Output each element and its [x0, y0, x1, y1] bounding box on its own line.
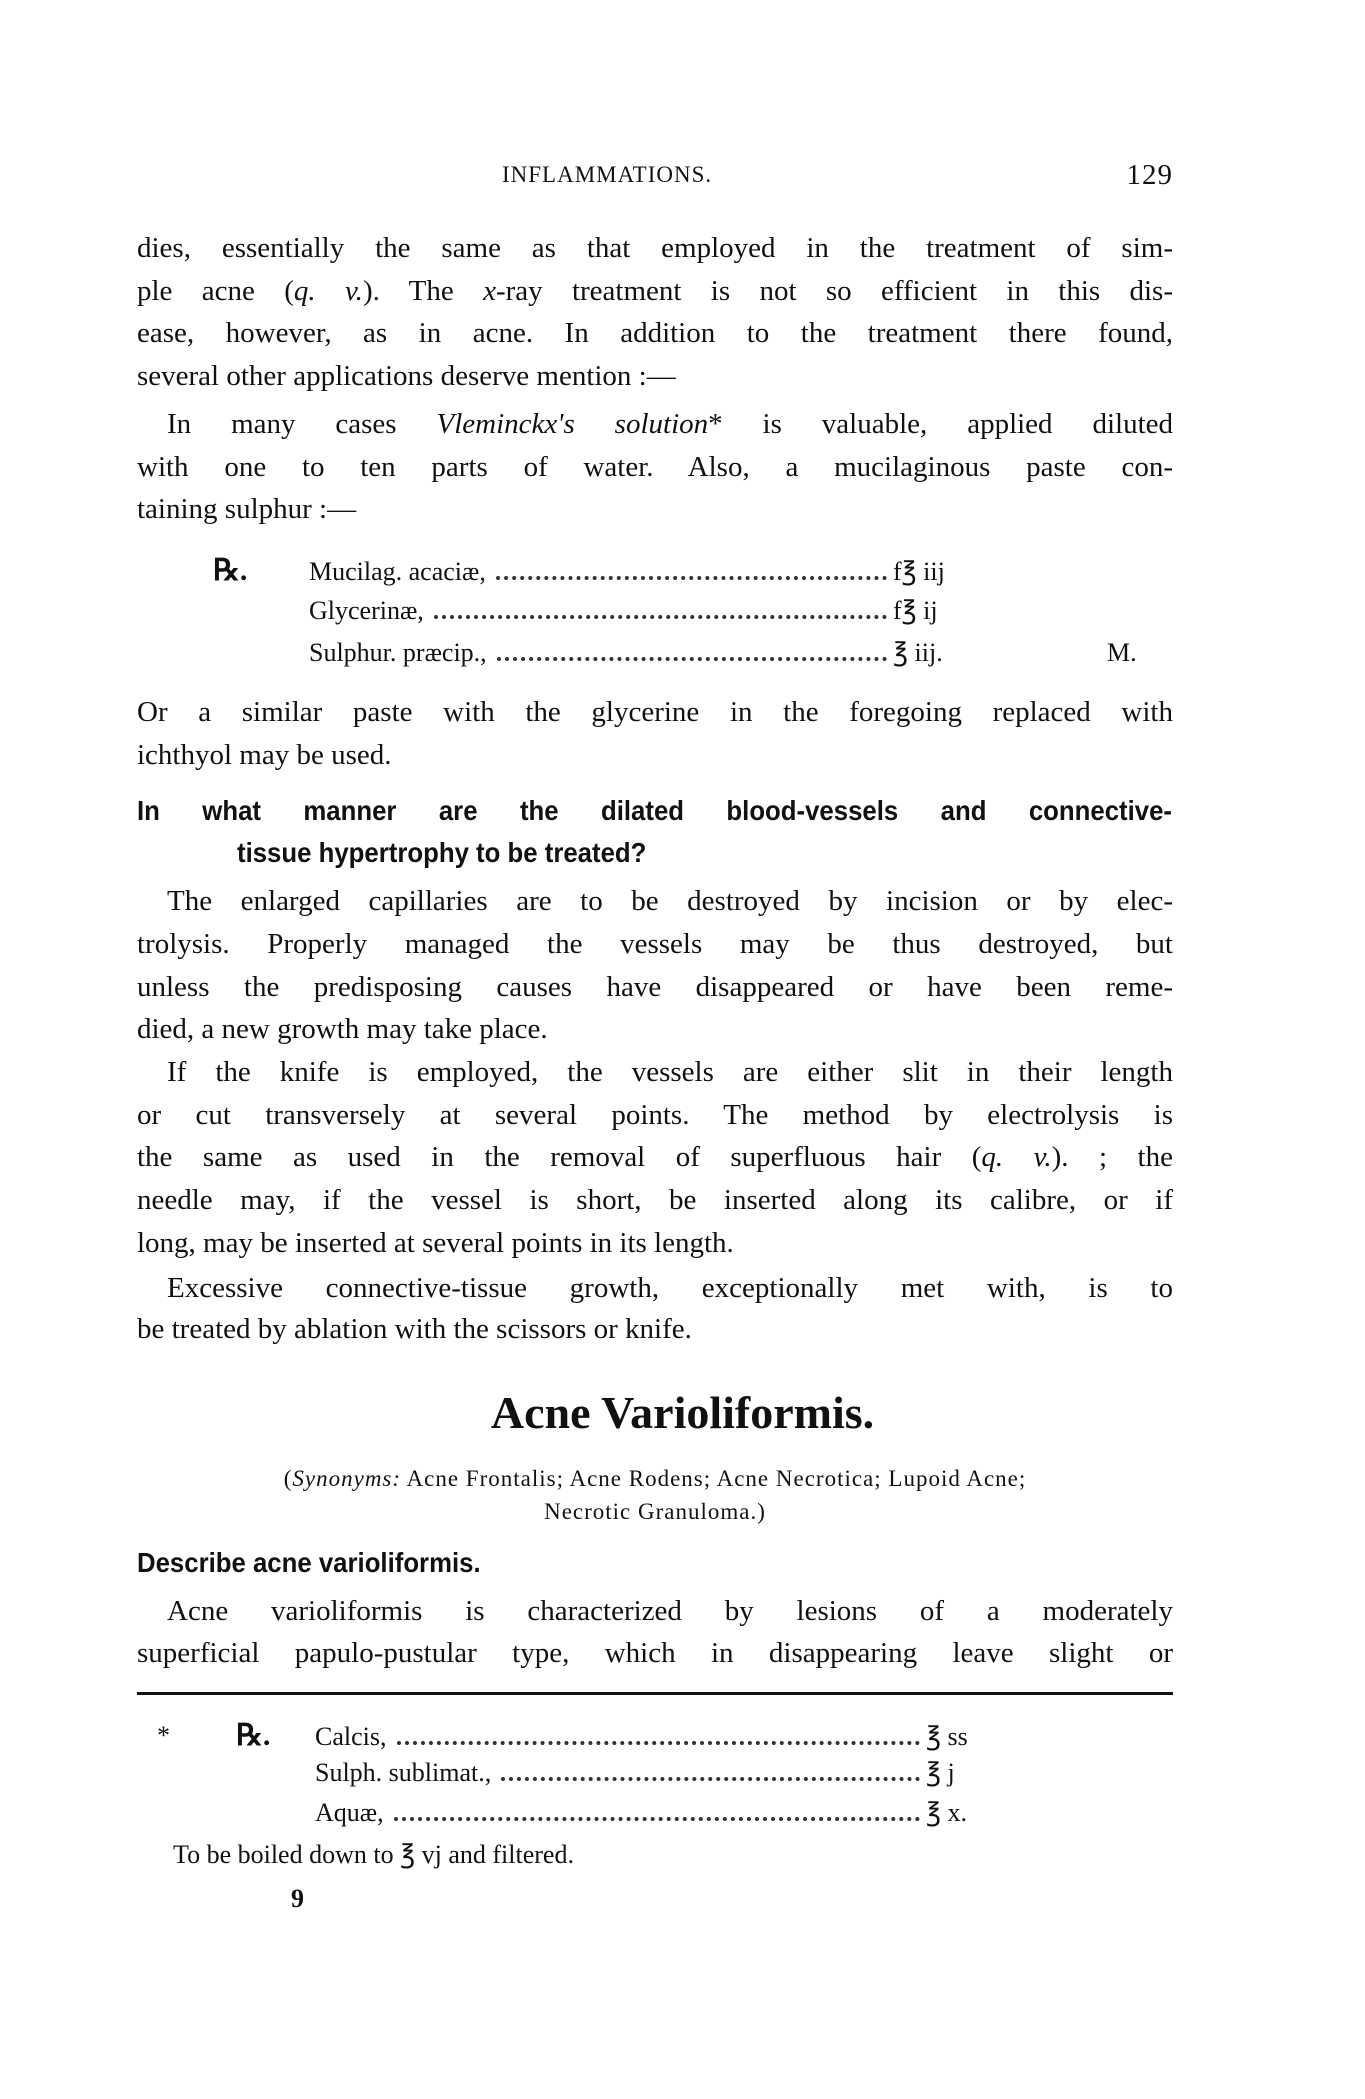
recipe-line	[309, 633, 993, 673]
recipe-item-amount: ℥ iij.	[893, 638, 943, 667]
footnote-note: To be boiled down to ℥ vj and filtered.	[173, 1840, 574, 1869]
text-line: Excessive connective-tissue growth, exceptionally met with, is to	[167, 1272, 1173, 1304]
signature-mark: 9	[291, 1884, 304, 1913]
question-heading: tissue hypertrophy to be treated?	[237, 837, 647, 868]
synonyms-line: Necrotic Granuloma.)	[544, 1499, 766, 1524]
text: * is valuable, applied diluted	[708, 408, 1173, 440]
text-line: ichthyol may be used.	[137, 739, 392, 771]
recipe-mix: M.	[1107, 638, 1137, 667]
text-line: taining sulphur :—	[137, 493, 357, 525]
text-line: several other applications deserve mention :—	[137, 360, 676, 392]
running-title: INFLAMMATIONS.	[502, 162, 713, 187]
italic-text: q. v.	[981, 1141, 1052, 1173]
recipe-item-name: Aquæ,	[315, 1798, 384, 1827]
text: the same as used in the removal of superfluous hair (	[137, 1141, 982, 1173]
text-line: Or a similar paste with the glycerine in the foregoing replaced with	[137, 696, 1173, 728]
dot-leader	[501, 1777, 920, 1781]
question-heading: Describe acne varioliformis.	[137, 1547, 481, 1578]
text-line	[167, 404, 1173, 444]
footnote-marker: *	[157, 1721, 170, 1750]
text-line: unless the predisposing causes have disappeared or have been reme-	[137, 971, 1173, 1003]
recipe-item-amount: ℥ ss	[926, 1722, 968, 1751]
text-line: trolysis. Properly managed the vessels may be thus destroyed, but	[137, 928, 1173, 960]
recipe-item-amount: ℥ x.	[926, 1798, 968, 1827]
recipe-item-amount: f℥ ij	[893, 596, 938, 625]
recipe-item-name: Sulphur. præcip.,	[309, 638, 487, 667]
recipe-line	[309, 591, 993, 631]
text: (	[283, 1466, 293, 1491]
footnote-recipe-line	[315, 1753, 996, 1793]
text-line: Acne varioliformis is characterized by lesions of a moderately	[167, 1595, 1173, 1627]
recipe-item-name: Calcis,	[315, 1722, 387, 1751]
dot-leader	[496, 576, 887, 580]
text-line: died, a new growth may take place.	[137, 1013, 548, 1045]
dot-leader	[397, 1741, 921, 1745]
text-line: ease, however, as in acne. In addition to the treatment there found,	[137, 317, 1173, 349]
synonyms-line	[137, 1462, 1173, 1496]
recipe-symbol: ℞.	[236, 1719, 271, 1752]
text-line: be treated by ablation with the scissors or knife.	[137, 1313, 692, 1345]
question-heading: In what manner are the dilated blood-vessels and connective-	[137, 795, 1172, 826]
dot-leader	[497, 657, 887, 661]
recipe-symbol: ℞.	[213, 554, 248, 587]
page-number: 129	[1126, 159, 1173, 191]
recipe-item-amount: f℥ iij	[893, 557, 945, 586]
text-line: long, may be inserted at several points in its length.	[137, 1227, 734, 1259]
recipe-item-name: Sulph. sublimat.,	[315, 1758, 492, 1787]
text-line: If the knife is employed, the vessels are either slit in their length	[167, 1056, 1173, 1088]
text-line	[137, 271, 1173, 311]
synonyms-label: Synonyms:	[292, 1466, 402, 1491]
text-line: dies, essentially the same as that employed in the treatment of sim-	[137, 232, 1173, 264]
text-line: with one to ten parts of water. Also, a mucilaginous paste con-	[137, 451, 1173, 483]
dot-leader	[434, 615, 887, 619]
synonyms-text: Acne Frontalis; Acne Rodens; Acne Necrotica; Lupoid Acne;	[406, 1466, 1027, 1491]
footnote-divider	[137, 1692, 1173, 1695]
recipe-item-amount: ℥ j	[926, 1758, 955, 1787]
recipe-line	[213, 551, 993, 591]
text: ). The	[362, 275, 484, 307]
recipe-item-name: Mucilag. acaciæ,	[309, 557, 486, 586]
text-line: The enlarged capillaries are to be destroyed by incision or by elec-	[167, 885, 1173, 917]
section-title: Acne Varioliformis.	[490, 1387, 875, 1438]
italic-text: q. v.	[293, 275, 363, 307]
text: ). ; the	[1051, 1141, 1173, 1173]
text-line	[137, 1137, 1173, 1177]
running-header	[137, 155, 1173, 195]
recipe-item-name: Glycerinæ,	[309, 596, 424, 625]
text: In many cases	[167, 408, 437, 440]
text: ple acne (	[137, 275, 294, 307]
footnote-recipe-line	[236, 1716, 996, 1756]
italic-text: x	[483, 275, 496, 307]
text: -ray treatment is not so efficient in this dis-	[495, 275, 1173, 307]
text-line: needle may, if the vessel is short, be inserted along its calibre, or if	[137, 1184, 1173, 1216]
dot-leader	[394, 1817, 920, 1821]
text-line: or cut transversely at several points. The method by electrolysis is	[137, 1099, 1173, 1131]
italic-text: Vleminckx's solution	[436, 408, 709, 440]
text-line: superficial papulo-pustular type, which in disappearing leave slight or	[137, 1637, 1173, 1669]
footnote-recipe-line	[315, 1793, 996, 1833]
